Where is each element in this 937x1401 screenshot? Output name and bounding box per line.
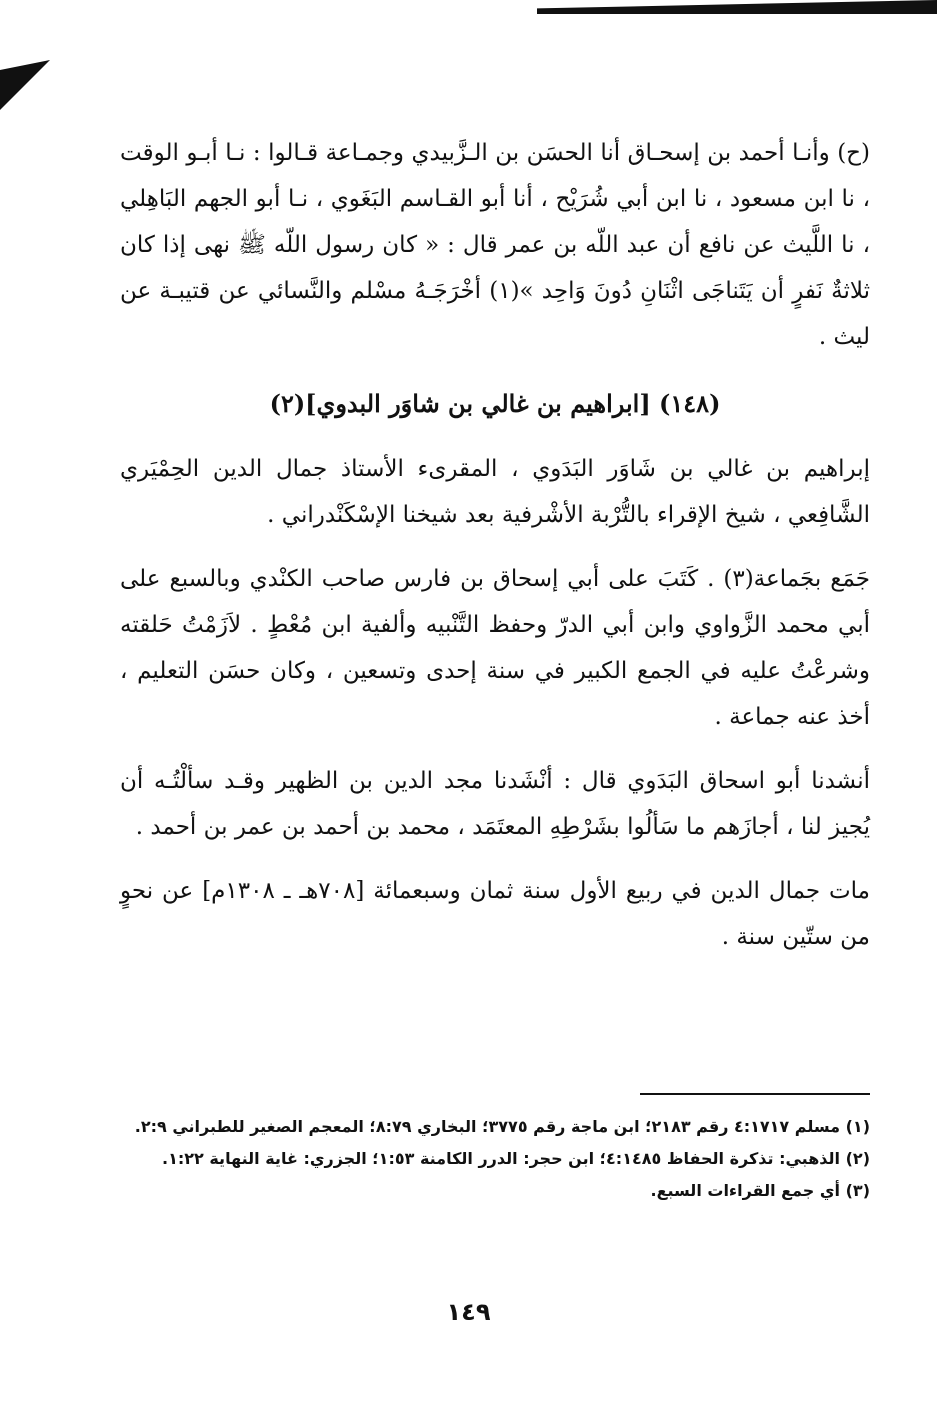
main-text: [120, 130, 870, 960]
footnote-2: (٢) الذهبي: تذكرة الحفاظ ٤:١٤٨٥؛ ابن حجر: الدرر الكامنة ١:٥٣؛ الجزري: غاية النهاية ١:٢٢.: [162, 1149, 870, 1168]
footnote-1: (١) مسلم ٤:١٧١٧ رقم ٢١٨٣؛ ابن ماجة رقم ٣٧٧٥؛ البخاري ٨:٧٩؛ المعجم الصغير للطبراني ٢:٩.: [134, 1117, 870, 1136]
footnotes: [120, 1112, 870, 1208]
paragraph-bio: إبراهيم بن غالي بن شَاوَر البَدَوي ، المقرىء الأستاذ جمال الدين الحِمْيَري الشَّافِعي ، شيخ الإقراء بالتُّرْبة الأشْرفية بعد شيخنا الإسْكَنْدراني .: [120, 456, 870, 528]
paragraph-hadith: (ح) وأنـا أحمد بن إسحـاق أنا الحسَن بن الـزَّبيدي وجمـاعة قـالوا : نـا أبـو الوقت ، نا ابن مسعود ، نا ابن أبي شُرَيْح ، أنا أبو القـاسم البَغَوي ، نـا أبو الجهم البَاهِلي ، نا اللَّيث عن نافع أن عبد اللّه بن عمر قال : « كان رسول اللّه ﷺ نهى إذا كان ثلاثةٌ نَفرٍ أن يَتَناجَى اثْنَانِ دُونَ وَاحِد »(١) أخْرَجَـهُ مسْلم والنَّسائي عن قتيبـة عن ليث .: [120, 140, 870, 350]
paragraph-studies: جَمَع بجَماعة(٣) . كَتَبَ على أبي إسحاق بن فارس صاحب الكنْدي وبالسبع على أبي محمد الزَّواوي وابن أبي الدرّ وحفظ التَّنْبيه وألفية ابن مُعْطٍ . لاَزَمْتُ حَلقته وشرعْتُ عليه في الجمع الكبير في سنة إحدى وتسعين ، وكان حسَن التعليم ، أخذ عنه جماعة .: [120, 566, 870, 730]
scan-edge-top: [537, 0, 937, 14]
paragraph-poetry: أنشدنا أبو اسحاق البَدَوي قال : أنْشَدنا مجد الدين بن الظهير وقـد سألْتُـه أن يُجيز لنا ، أجازَهم ما سَألُوا بشَرْطِهِ المعتَمَد ، محمد بن أحمد بن عمر بن أحمد .: [120, 768, 870, 840]
entry-heading: (١٤٨) [ابراهيم بن غالي بن شاوَر البدوي](٢): [269, 389, 721, 418]
paragraph-death: مات جمال الدين في ربيع الأول سنة ثمان وسبعمائة [٧٠٨هـ ـ ١٣٠٨م] عن نحوٍ من ستّين سنة .: [120, 878, 870, 950]
footnote-divider: [640, 1093, 870, 1095]
page-number: ١٤٩: [446, 1298, 491, 1326]
footnote-3: (٣) أي جمع القراءات السبع.: [650, 1181, 870, 1200]
scan-corner-left: [0, 60, 50, 110]
